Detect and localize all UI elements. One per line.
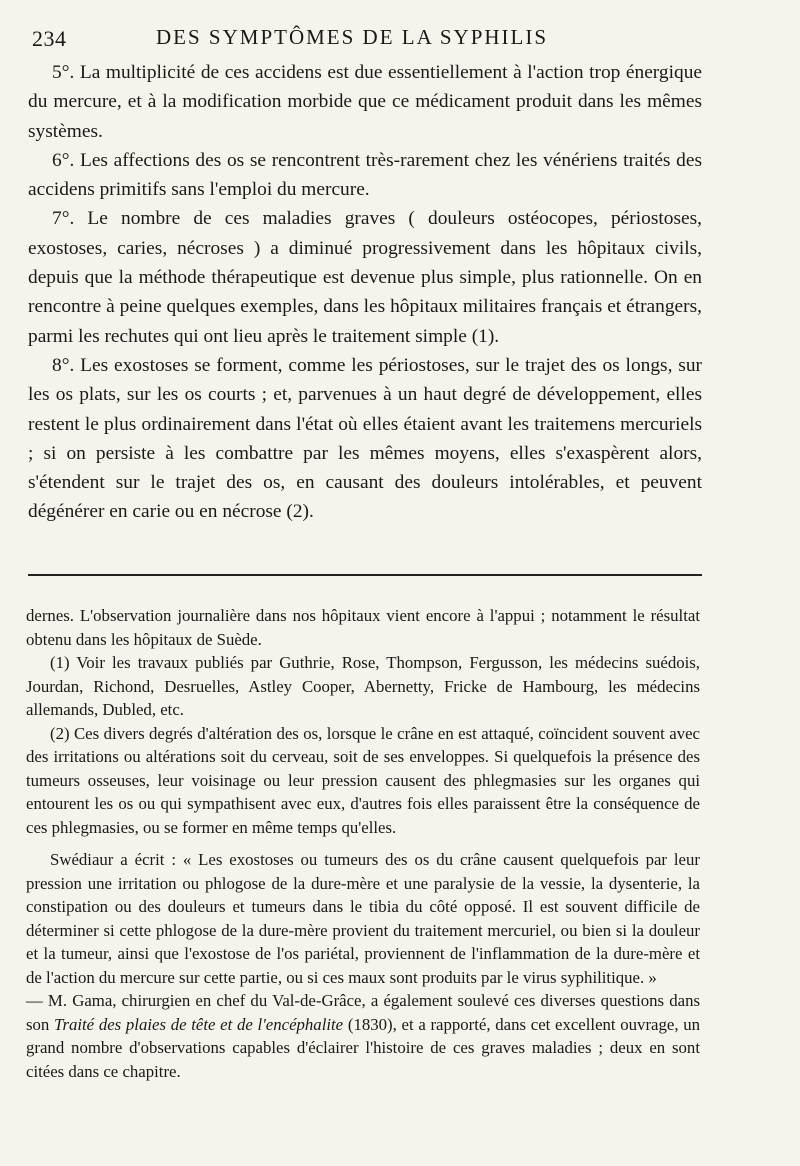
page-number: 234 [32, 26, 67, 51]
footnote-continuation: dernes. L'observation journalière dans nos hôpitaux vient encore à l'appui ; notamment le résultat obtenu dans les hôpitaux de Suède. [26, 606, 700, 649]
footnote-2: (2) Ces divers degrés d'altération des os, lorsque le crâne en est attaqué, coïncident souvent avec des irritations ou altérations soit du cerveau, soit de ses enveloppes. Si quelquefois la présence des tumeurs osseuses, leur voisinage ou leur pression causent des phlegmasies sur les organes qui entourent les os ou qui sympathisent avec eux, d'autres fois elles paraissent être la conséquence de ces phlegmasies, ou se former en même temps qu'elles. [26, 723, 700, 837]
paragraph-8: 8°. Les exostoses se forment, comme les périostoses, sur le trajet des os longs, sur les os plats, sur les os courts ; et, parvenues à un haut degré de développement, elles restent le plus ordinairement dans l'état où elles étaient avant les traitemens mercuriels ; si on persiste à les combattre par les mêmes moyens, elles s'exaspèrent alors, s'étendent sur le trajet des os, en causant des douleurs intolérables, et peuvent dégénérer en carie ou en nécrose (2). [28, 354, 702, 523]
book-title: Traité des plaies de tête et de l'encéphalite [54, 1014, 344, 1034]
paragraph-7: 7°. Le nombre de ces maladies graves ( douleurs ostéocopes, périostoses, exostoses, caries, nécroses ) a diminué progressivement dans les hôpitaux civils, depuis que la méthode thérapeutique est devenue plus simple, plus rationnelle. On en rencontre à peine quelques exemples, dans les hôpitaux militaires français et étrangers, parmi les rechutes qui ont lieu après le traitement simple (1). [28, 208, 702, 347]
paragraph-5: 5°. La multiplicité de ces accidens est due essentiellement à l'action trop énergique du mercure, et à la modification morbide que ce médicament produit dans les mêmes systèmes. [28, 62, 702, 142]
running-title: DES SYMPTÔMES DE LA SYPHILIS [156, 25, 549, 49]
gama-reference-ending: (1830), et a rapporté, dans cet excellent ouvrage, un grand nombre d'observations capables d'éclairer l'histoire de ces graves maladies ; deux en sont citées dans ce chapitre. [26, 1014, 701, 1081]
gama-reference [26, 989, 700, 1083]
gama-reference-text: — M. Gama, chirurgien en chef du Val-de-Grâce, a également soulevé ces diverses questions dans son [26, 991, 700, 1034]
main-text [28, 58, 702, 527]
paragraph-6: 6°. Les affections des os se rencontrent très-rarement chez les vénériens traités des accidens primitifs sans l'emploi du mercure. [28, 149, 702, 201]
swediaur-quote: Swédiaur a écrit : « Les exostoses ou tumeurs des os du crâne causent quelquefois par leur pression une irritation ou phlogose de la dure-mère et une paralysie de la vessie, la dysenterie, la constipation ou des douleurs et tumeurs dans le tibia du côté opposé. Il est souvent difficile de déterminer si cette phlogose de la dure-mère provient du traitement mercuriel, ou bien si la douleur et la tumeur, ainsi que l'exostose de l'os pariétal, proviennent de l'inflammation de la dure-mère et de l'action du mercure sur cette partie, ou si ces maux sont produits par le virus syphilitique. » [26, 850, 700, 987]
page-header [32, 24, 704, 56]
footnotes [26, 604, 700, 1083]
footnote-divider [28, 574, 702, 576]
footnote-1: (1) Voir les travaux publiés par Guthrie, Rose, Thompson, Fergusson, les médecins suédois, Jourdan, Richond, Desruelles, Astley Cooper, Abernetty, Fricke de Hambourg, les médecins allemands, Dubled, etc. [26, 653, 700, 719]
